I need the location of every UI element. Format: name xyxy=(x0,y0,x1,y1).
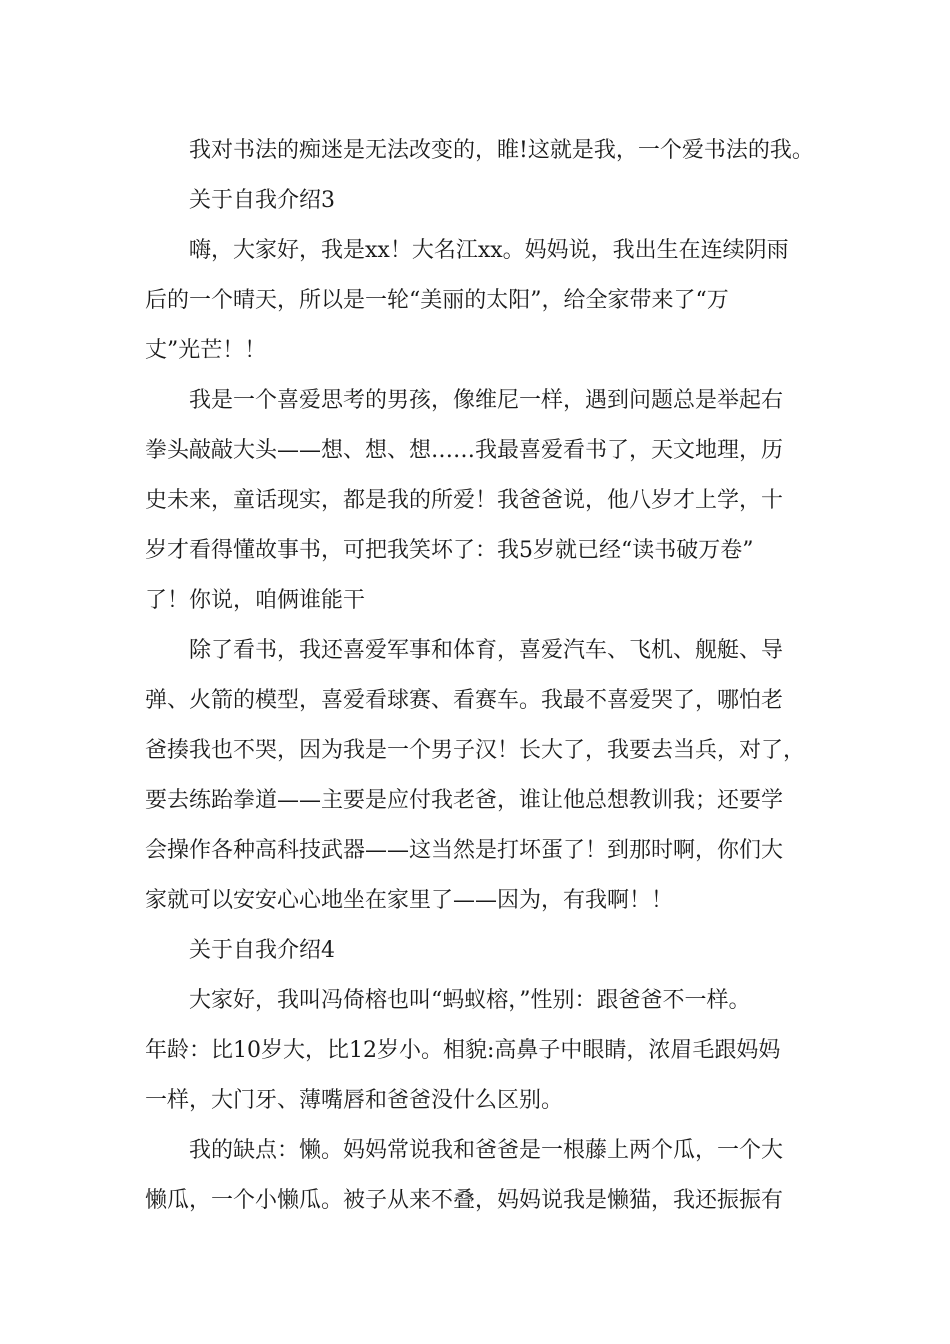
text-line: 嗨，大家好，我是xx！大名江xx。妈妈说，我出生在连续阴雨 xyxy=(189,238,789,263)
section-heading: 关于自我介绍4 xyxy=(189,938,335,963)
text-line: 我对书法的痴迷是无法改变的，睢!这就是我，一个爱书法的我。 xyxy=(189,138,814,163)
text-line: 要去练跆拳道——主要是应付我老爸，谁让他总想教训我；还要学 xyxy=(145,788,784,813)
text-line: 除了看书，我还喜爱军事和体育，喜爱汽车、飞机、舰艇、导 xyxy=(189,638,784,663)
text-line: 爸揍我也不哭，因为我是一个男子汉！长大了，我要去当兵，对了， xyxy=(145,738,806,763)
text-line: 年龄：比10岁大，比12岁小。相貌:高鼻子中眼睛，浓眉毛跟妈妈 xyxy=(145,1038,781,1063)
text-line: 家就可以安安心心地坐在家里了——因为，有我啊！！ xyxy=(145,888,674,913)
text-line: 我的缺点：懒。妈妈常说我和爸爸是一根藤上两个瓜，一个大 xyxy=(189,1138,784,1163)
text-line: 懒瓜，一个小懒瓜。被子从来不叠，妈妈说我是懒猫，我还振振有 xyxy=(145,1188,784,1213)
text-line: 会操作各种高科技武器——这当然是打坏蛋了！到那时啊，你们大 xyxy=(145,838,784,863)
text-line: 我是一个喜爱思考的男孩，像维尼一样，遇到问题总是举起右 xyxy=(189,388,784,413)
text-line: 一样，大门牙、薄嘴唇和爸爸没什么区别。 xyxy=(145,1088,564,1113)
text-line: 弹、火箭的模型，喜爱看球赛、看赛车。我最不喜爱哭了，哪怕老 xyxy=(145,688,784,713)
text-line: 拳头敲敲大头——想、想、想……我最喜爱看书了，天文地理，历 xyxy=(145,438,784,463)
text-line: 了！你说，咱俩谁能干 xyxy=(145,588,366,613)
text-line: 岁才看得懂故事书，可把我笑坏了：我5岁就已经“读书破万卷” xyxy=(145,538,754,563)
text-line: 史未来，童话现实，都是我的所爱！我爸爸说，他八岁才上学，十 xyxy=(145,488,784,513)
section-heading: 关于自我介绍3 xyxy=(189,188,335,213)
text-line: 大家好，我叫冯倚榕也叫“蚂蚁榕，”性别：跟爸爸不一样。 xyxy=(189,988,751,1013)
text-line: 后的一个晴天，所以是一轮“美丽的太阳”，给全家带来了“万 xyxy=(145,288,729,313)
text-line: 丈”光芒！！ xyxy=(145,338,267,363)
